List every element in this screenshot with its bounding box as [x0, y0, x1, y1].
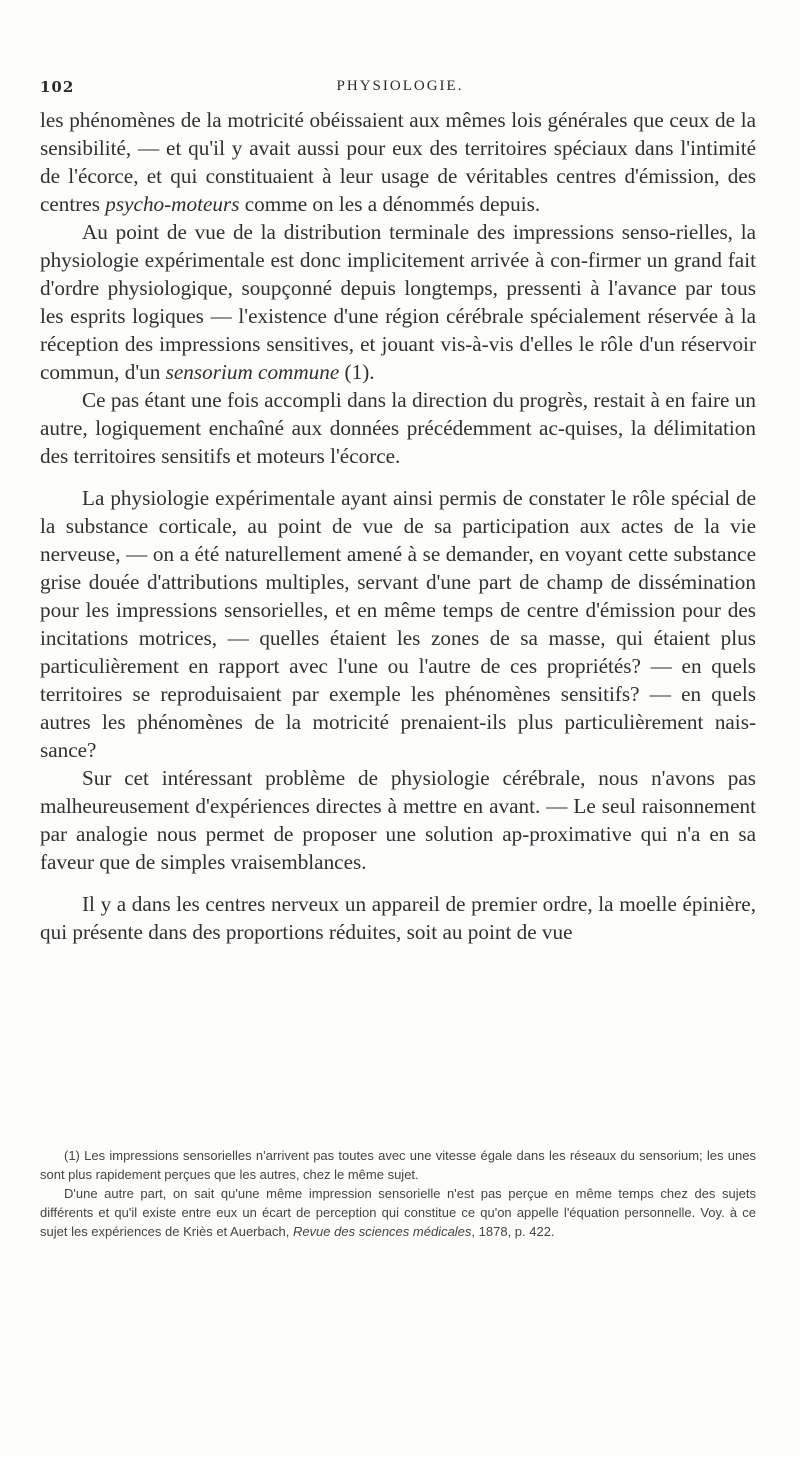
italic-text: sensorium commune	[165, 360, 340, 384]
text-run: Au point de vue de la distribution terminale des impressions senso-rielles, la physiologie expérimentale est donc implicitement arrivée à con-firmer un grand fait d'ordre physiologique, soupçonné depuis longtemps, pressenti à l'avance par tous les esprits logiques — l'existence d'une région cérébrale spécialement réservée à la réception des impressions sensitives, et jouant vis-à-vis d'elles le rôle d'un réservoir commun, d'un	[40, 220, 756, 384]
paragraph-6	[40, 890, 756, 946]
footnote-2	[40, 1184, 756, 1241]
text-run: Ce pas étant une fois accompli dans la direction du progrès, restait à en faire un autre, logiquement enchaîné aux données précédemment ac-quises, la délimitation des territoires sensitifs et moteurs l'écorce.	[40, 388, 756, 468]
paragraph-2	[40, 218, 756, 386]
italic-text: psycho-moteurs	[105, 192, 240, 216]
text-run: , 1878, p. 422.	[471, 1224, 555, 1239]
paragraph-5	[40, 764, 756, 876]
text-run: (1).	[339, 360, 375, 384]
text-run: les phénomènes de la motricité obéissaient aux mêmes lois générales que ceux de la sensibilité, — et qu'il y avait aussi pour eux des territoires spéciaux dans l'intimité de l'écorce, et qui constituaient à leur usage de véritables centres d'émission, des centres	[40, 108, 756, 216]
running-head	[40, 78, 760, 100]
text-run: D'une autre part, on sait qu'une même impression sensorielle n'est pas perçue en même temps chez des sujets différents et qu'il existe entre eux un écart de perception qui constitue ce qu'on appelle l'équation personnelle. Voy. à ce sujet les expériences de Kriès et Auerbach,	[40, 1186, 756, 1239]
text-run: Il y a dans les centres nerveux un appareil de premier ordre, la moelle épinière, qui présente dans des proportions réduites, soit au point de vue	[40, 892, 756, 944]
body-text	[40, 106, 756, 946]
italic-text: Revue des sciences médicales	[292, 1224, 472, 1239]
text-run: Sur cet intéressant problème de physiologie cérébrale, nous n'avons pas malheureusement d'expériences directes à mettre en avant. — Le seul raisonnement par analogie nous permet de proposer une solution ap-proximative qui n'a en sa faveur que de simples vraisemblances.	[40, 766, 756, 874]
footnotes	[40, 1146, 756, 1241]
page-number: 102	[40, 78, 75, 96]
paragraph-4	[40, 484, 756, 764]
paragraph-3	[40, 386, 756, 470]
footnote-1	[40, 1146, 756, 1184]
text-run: (1) Les impressions sensorielles n'arrivent pas toutes avec une vitesse égale dans les réseaux du sensorium; les unes sont plus rapidement perçues que les autres, chez le même sujet.	[40, 1148, 756, 1182]
paragraph-1	[40, 106, 756, 218]
text-run: comme on les a dénommés depuis.	[239, 192, 541, 216]
text-run: La physiologie expérimentale ayant ainsi permis de constater le rôle spécial de la substance corticale, au point de vue de sa participation aux actes de la vie nerveuse, — on a été naturellement amené à se demander, en voyant cette substance grise douée d'attributions multiples, servant d'une part de champ de dissémination pour les impressions sensorielles, et en même temps de centre d'émission pour des incitations motrices, — quelles étaient les zones de sa masse, qui étaient plus particulièrement en rapport avec l'une ou l'autre de ces propriétés? — en quels territoires se reproduisaient par exemple les phénomènes sensitifs? — en quels autres les phénomènes de la motricité prenaient-ils plus particulièrement nais-sance?	[40, 486, 756, 762]
running-title: PHYSIOLOGIE.	[336, 78, 464, 94]
